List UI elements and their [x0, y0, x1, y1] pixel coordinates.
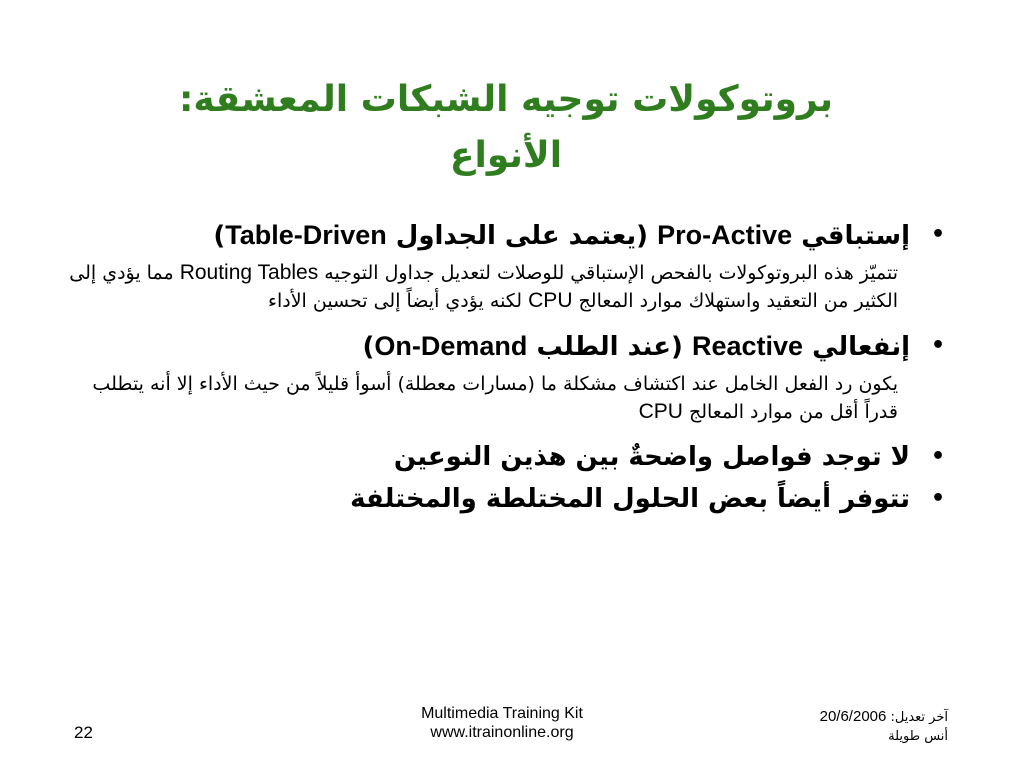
title-line-2: الأنواع: [449, 135, 563, 176]
bullet-dot-icon: •: [930, 444, 945, 469]
bullet-term: Pro-Active: [657, 220, 793, 250]
bullet-dot-icon: •: [930, 333, 945, 358]
bullet-no-clear-boundaries: [60, 436, 950, 478]
bullet-term: Table-Driven: [225, 220, 387, 250]
bullet-detail-proactive: [60, 259, 950, 315]
bullet-text: إنفعالي: [803, 332, 910, 362]
bullet-term: Reactive: [691, 331, 804, 361]
bullet-text: ): [362, 332, 375, 362]
bullet-proactive: [60, 214, 950, 257]
detail-term: CPU: [528, 289, 573, 312]
footer-modified-info: [820, 707, 948, 746]
bullet-text: (عند الطلب: [527, 332, 692, 362]
title-line-1: بروتوكولات توجيه الشبكات المعشقة:: [179, 79, 833, 120]
detail-term: Routing Tables: [179, 261, 319, 284]
bullet-text: ): [213, 221, 226, 251]
modified-date: 20/6/2006: [819, 708, 887, 725]
bullet-text: (يعتمد على الجداول: [386, 221, 658, 251]
bullet-hybrid-solutions: [60, 478, 950, 520]
bullet-text: إستباقي: [792, 221, 910, 251]
bullet-detail-reactive: [60, 370, 950, 426]
footer-kit-name: Multimedia Training Kit: [421, 705, 583, 722]
bullet-text: تتوفر أيضاً بعض الحلول المختلطة والمختلفة: [350, 484, 910, 514]
detail-text: مما يؤدي إلى الكثير من التعقيد واستهلاك موارد المعالج: [69, 262, 898, 312]
bullet-text: لا توجد فواصل واضحةٌ بين هذين النوعين: [393, 442, 910, 472]
detail-text: تتميّز هذه البروتوكولات بالفحص الإستباقي للوصلات لتعديل جداول التوجيه: [318, 262, 898, 284]
slide-body: [60, 214, 950, 520]
footer-website: www.itrainonline.org: [430, 724, 574, 741]
bullet-reactive: [60, 325, 950, 368]
slide-title: [100, 72, 912, 184]
footer-author: أنس طويلة: [888, 729, 948, 744]
detail-term: CPU: [638, 400, 683, 423]
modified-line: [820, 707, 948, 727]
footer-credits: [332, 704, 672, 742]
bullet-dot-icon: •: [930, 486, 945, 511]
detail-text: يكون رد الفعل الخامل عند اكتشاف مشكلة ما (مسارات معطلة) أسوأ قليلاً من حيث الأداء إلا أنه يتطلب قدراً أقل من موارد المعالج: [92, 373, 898, 423]
modified-label: آخر تعديل:: [886, 710, 948, 725]
bullet-dot-icon: •: [930, 222, 945, 247]
bullet-term: On-Demand: [374, 331, 528, 361]
detail-text: لكنه يؤدي أيضاً إلى تحسين الأداء: [268, 290, 529, 312]
page-number: 22: [74, 723, 93, 742]
